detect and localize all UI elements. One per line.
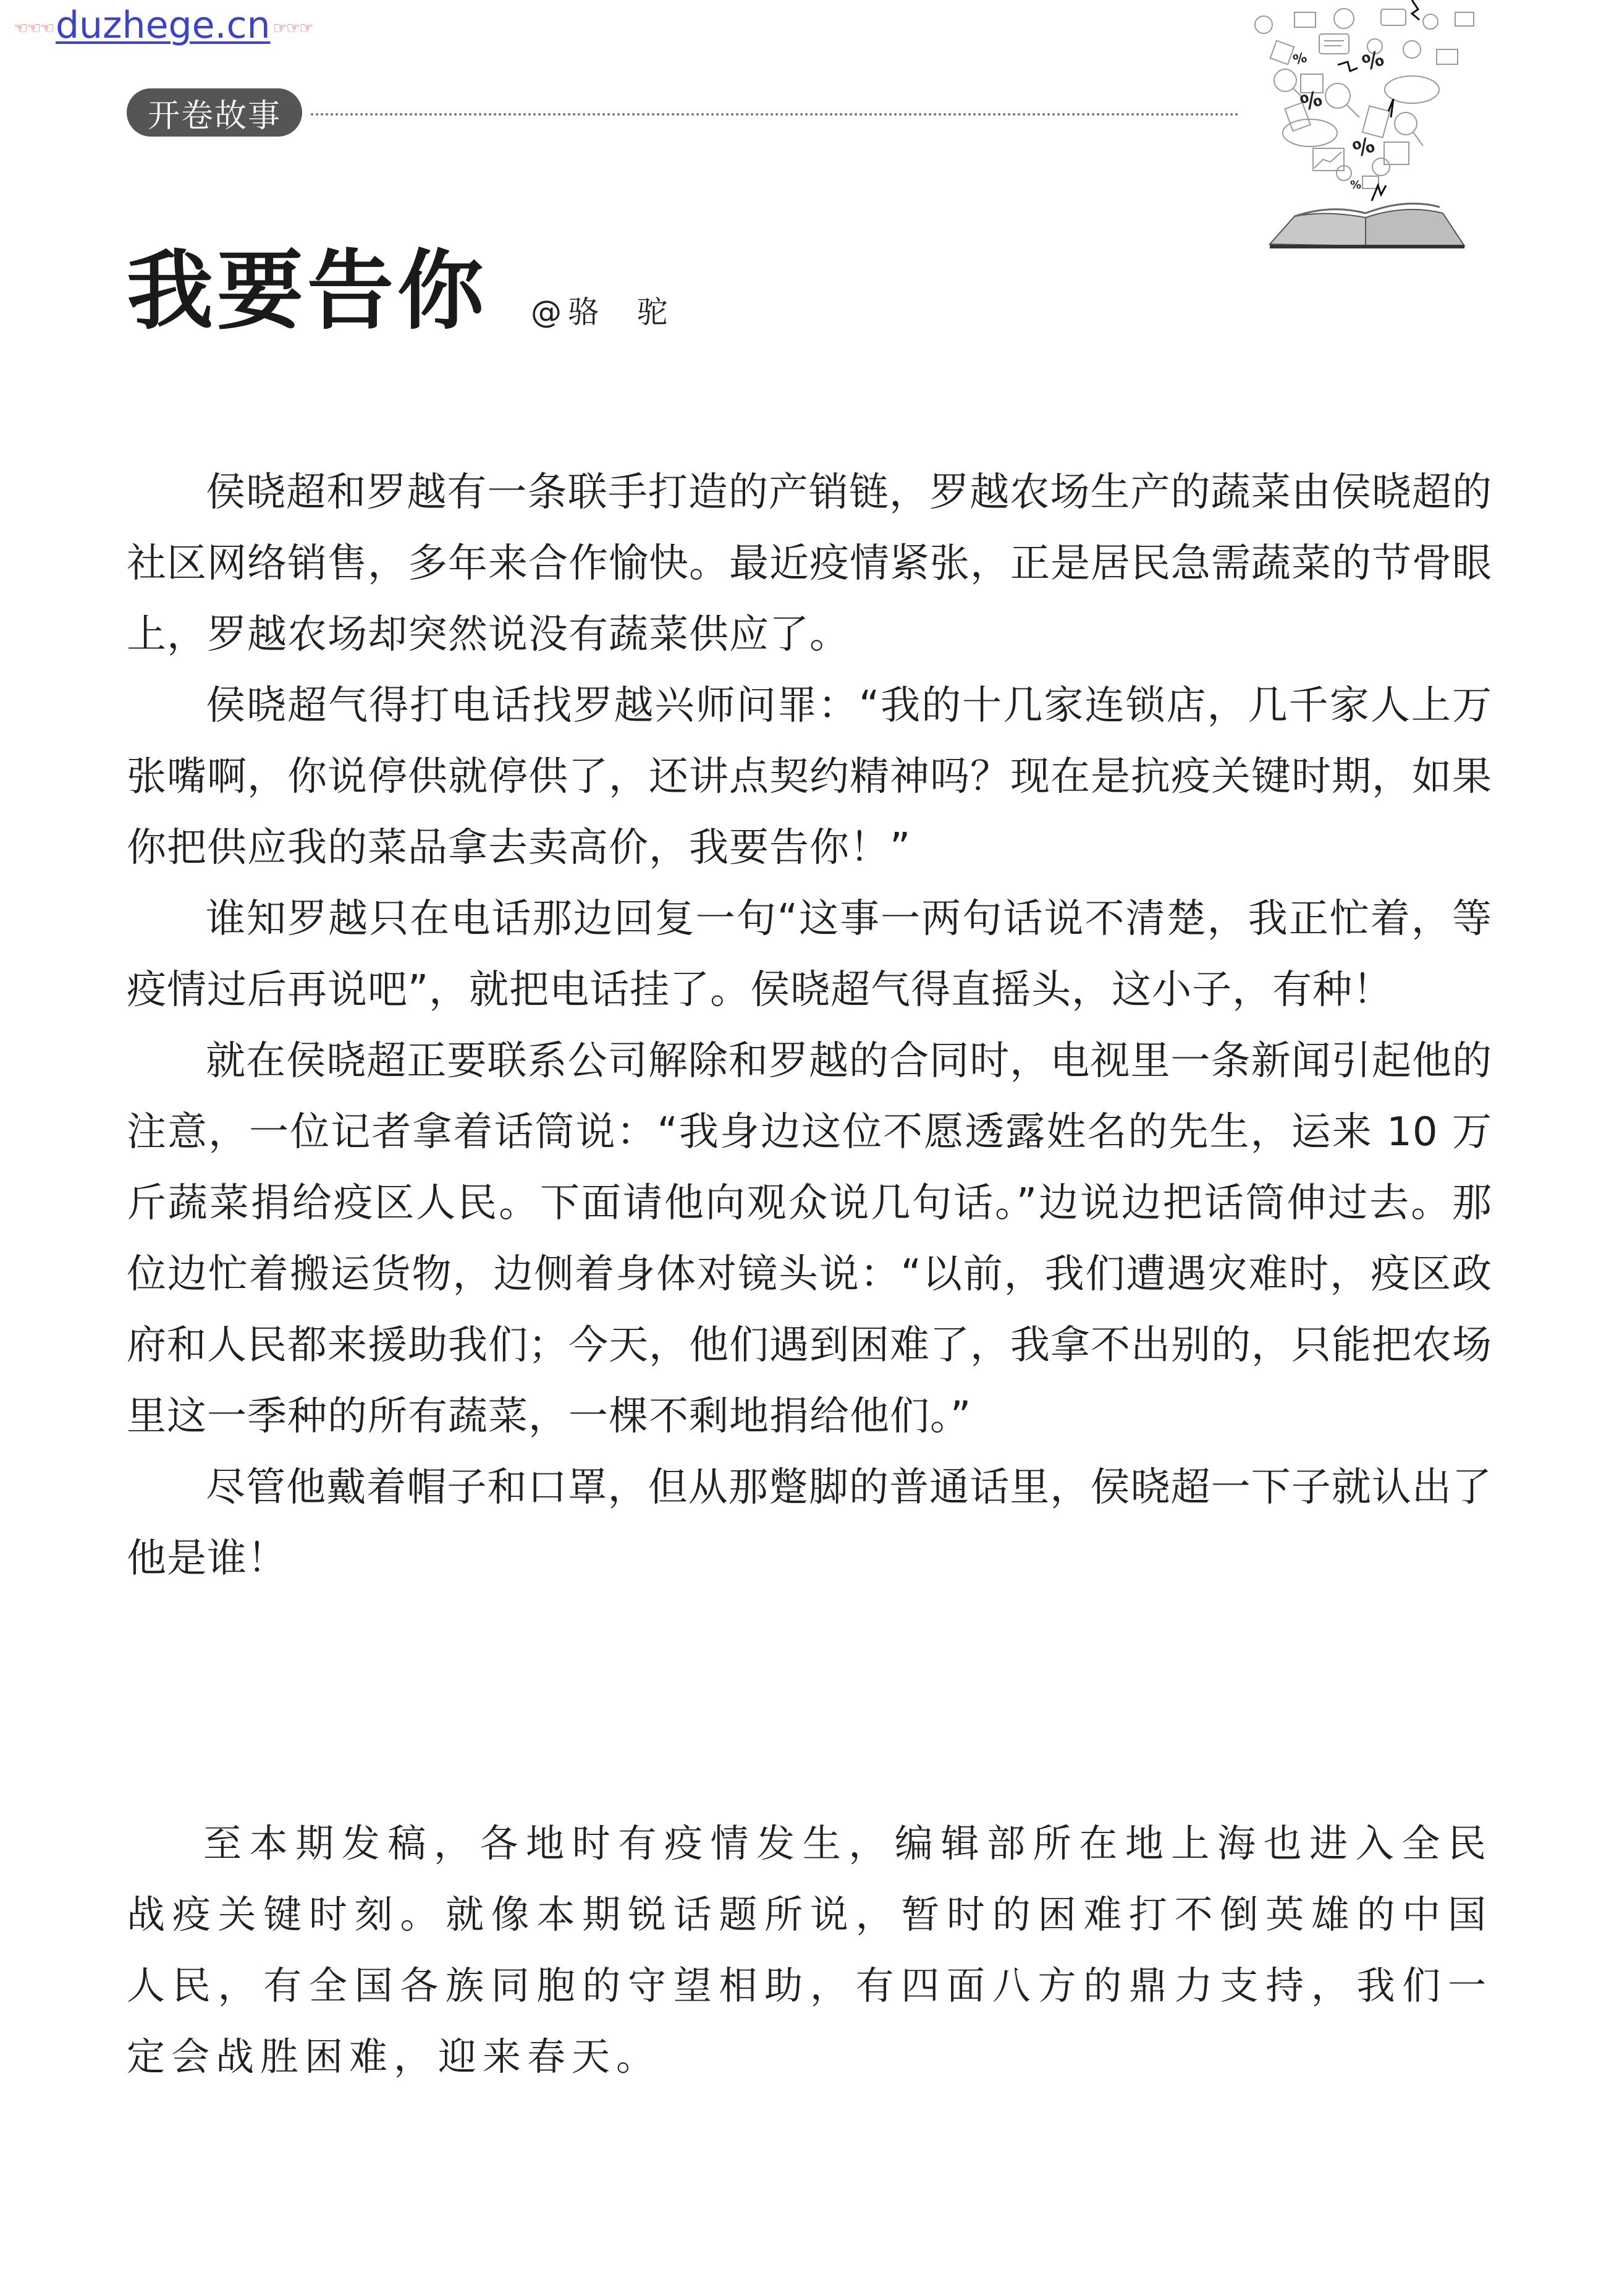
title-row bbox=[127, 241, 674, 342]
pointing-left-hands-icon: ☜☜☜ bbox=[14, 19, 53, 38]
section-header bbox=[127, 88, 1239, 137]
article-title: 我要告你 bbox=[127, 241, 488, 342]
book-illustration-icon bbox=[1227, 0, 1498, 266]
dotted-divider bbox=[311, 113, 1239, 116]
article-body bbox=[127, 457, 1492, 1595]
svg-text:%: % bbox=[1291, 49, 1309, 69]
editor-note-paragraph: 至本期发稿，各地时有疫情发生，编辑部所在地上海也进入全民战疫关键时刻。就像本期锐话题所说，暂时的困难打不倒英雄的中国人民，有全国各族同胞的守望相助，有四面八方的鼎力支持，我们一定会战胜困难，迎来春天。 bbox=[127, 1821, 1492, 2079]
section-label: 开卷故事 bbox=[127, 88, 302, 137]
paragraph: 尽管他戴着帽子和口罩，但从那蹩脚的普通话里，侯晓超一下子就认出了他是谁！ bbox=[127, 1465, 1492, 1582]
svg-text:%: % bbox=[1350, 132, 1379, 163]
editor-note bbox=[127, 1808, 1492, 2092]
watermark-site-link[interactable]: duzhege.cn bbox=[55, 4, 271, 47]
paragraph: 谁知罗越只在电话那边回复一句“这事一两句话说不清楚，我正忙着，等疫情过后再说吧”，就把电话挂了。侯晓超气得直摇头，这小子，有种！ bbox=[127, 896, 1492, 1013]
svg-text:%: % bbox=[1359, 46, 1388, 77]
paragraph: 就在侯晓超正要联系公司解除和罗越的合同时，电视里一条新闻引起他的注意，一位记者拿着话筒说：“我身边这位不愿透露姓名的先生，运来 10 万斤蔬菜捐给疫区人民。下面请他向观众说几句话。”边说边把话筒伸过去。那位边忙着搬运货物，边侧着身体对镜头说：“以前，我们遭遇灾难时，疫区政府和人民都来援助我们；今天，他们遇到困难了，我拿不出别的，只能把农场里这一季种的所有蔬菜，一棵不剩地捐给他们。” bbox=[127, 1038, 1492, 1439]
author-byline: @骆 驼 bbox=[531, 294, 674, 330]
paragraph: 侯晓超和罗越有一条联手打造的产销链，罗越农场生产的蔬菜由侯晓超的社区网络销售，多年来合作愉快。最近疫情紧张，正是居民急需蔬菜的节骨眼上，罗越农场却突然说没有蔬菜供应了。 bbox=[127, 470, 1492, 658]
svg-text:%: % bbox=[1350, 179, 1362, 192]
svg-text:%: % bbox=[1297, 86, 1326, 117]
paragraph: 侯晓超气得打电话找罗越兴师问罪：“我的十几家连锁店，几千家人上万张嘴啊，你说停供就停供了，还讲点契约精神吗？现在是抗疫关键时期，如果你把供应我的菜品拿去卖高价，我要告你！” bbox=[127, 683, 1492, 871]
watermark bbox=[14, 4, 313, 47]
pointing-right-hands-icon: ☞☞☞ bbox=[272, 19, 313, 38]
